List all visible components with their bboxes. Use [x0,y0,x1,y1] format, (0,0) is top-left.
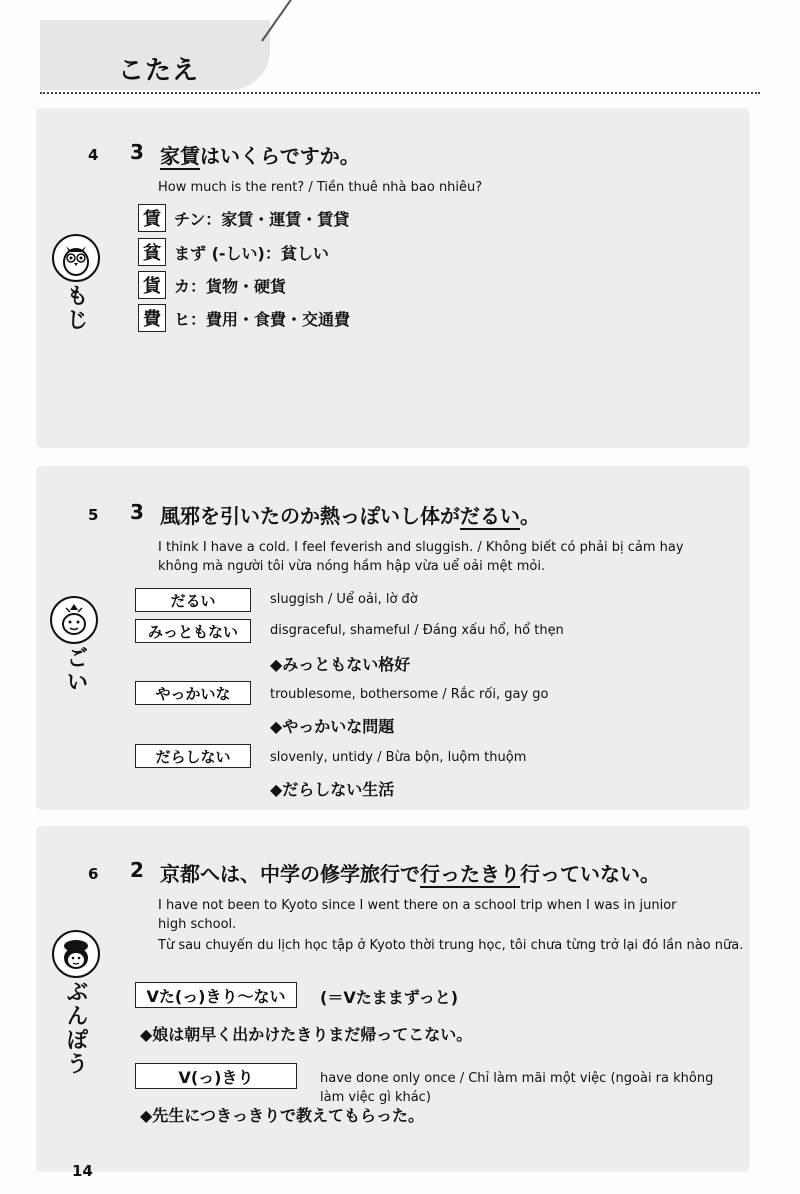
question-sentence: 京都へは、中学の修学旅行で行ったきり行っていない。 [160,862,660,886]
vocab-meaning: slovenly, untidy / Bừa bộn, luộm thuộm [270,750,527,765]
owl-icon [52,234,100,282]
kanji-entry [138,203,349,233]
squirrel-icon [50,596,98,644]
question-sentence: 風邪を引いたのか熱っぽいし体がだるい。 [160,504,540,528]
grammar-note: (＝Vたままずっと) [320,988,459,1007]
question-number: 4 [88,146,99,164]
vocab-example: ◆だらしない生活 [270,780,395,799]
answer-number: 3 [130,500,144,524]
kanji-readings: チン：家賃・運賃・賃貸 [174,209,350,229]
kanji-readings: ヒ：費用・食費・交通費 [174,309,351,329]
kanji-entry [138,237,329,267]
page-title: こたえ [118,56,200,86]
page-header [40,20,760,112]
vocab-example: ◆みっともない格好 [270,655,411,674]
translation: How much is the rent? / Tiền thuê nhà bao nhiêu? [158,180,483,195]
translation-en: I have not been to Kyoto since I went there on a school trip when I was in junior high school. [158,898,677,932]
target-word: だるい [460,504,520,528]
grammar-pattern-box: V(っ)きり [135,1063,297,1089]
question-number: 6 [88,865,99,883]
monkey-icon [52,930,100,978]
section-label-moji: もじ [63,284,88,332]
vocab-meaning: troublesome, bothersome / Rắc rối, gay go [270,687,549,702]
vocab-meaning: disgraceful, shameful / Đáng xấu hổ, hổ thẹn [270,623,564,638]
vocab-box: みっともない [135,619,251,643]
kanji-box: 貨 [138,271,166,299]
section-label-goi: ごい [63,646,88,694]
kanji-box: 費 [138,304,166,332]
answer-number: 2 [130,858,144,882]
grammar-example: ◆娘は朝早く出かけたきりまだ帰ってこない。 [140,1025,473,1044]
translation-vi: Từ sau chuyến du lịch học tập ở Kyoto thời trung học, tôi chưa từng trở lại đó lần nào nữa. [158,938,744,953]
kanji-readings: まず (-しい)：貧しい [174,243,329,263]
grammar-pattern-box: Vた(っ)きり～ない [135,982,297,1008]
vocab-box: だらしない [135,744,251,768]
target-word: 行ったきり [420,862,520,886]
header-divider [40,92,760,94]
vocab-box: だるい [135,588,251,612]
translation: I think I have a cold. I feel feverish and sluggish. / Không biết có phải bị cảm hay không mà người tôi vừa nóng hầm hập vừa uể oải mệt mỏi. [158,540,684,574]
section-label-bunpou: ぶんぽう [63,980,88,1076]
kanji-box: 貧 [138,238,166,266]
kanji-box: 賃 [138,204,166,232]
vocab-example: ◆やっかいな問題 [270,717,395,736]
vocab-box: やっかいな [135,681,251,705]
grammar-example: ◆先生につきっきりで教えてもらった。 [140,1106,424,1125]
question-number: 5 [88,506,99,524]
kanji-readings: カ：貨物・硬貨 [174,276,287,296]
kanji-entry [138,303,350,333]
answer-number: 3 [130,140,144,164]
kanji-entry [138,270,286,300]
grammar-meaning: have done only once / Chỉ làm mãi một việc (ngoài ra không làm việc gì khác) [320,1071,714,1105]
vocab-meaning: sluggish / Uể oải, lờ đờ [270,592,418,607]
target-word: 家賃 [160,144,200,168]
question-sentence: 家賃はいくらですか。 [160,144,360,168]
page-number: 14 [72,1162,93,1180]
